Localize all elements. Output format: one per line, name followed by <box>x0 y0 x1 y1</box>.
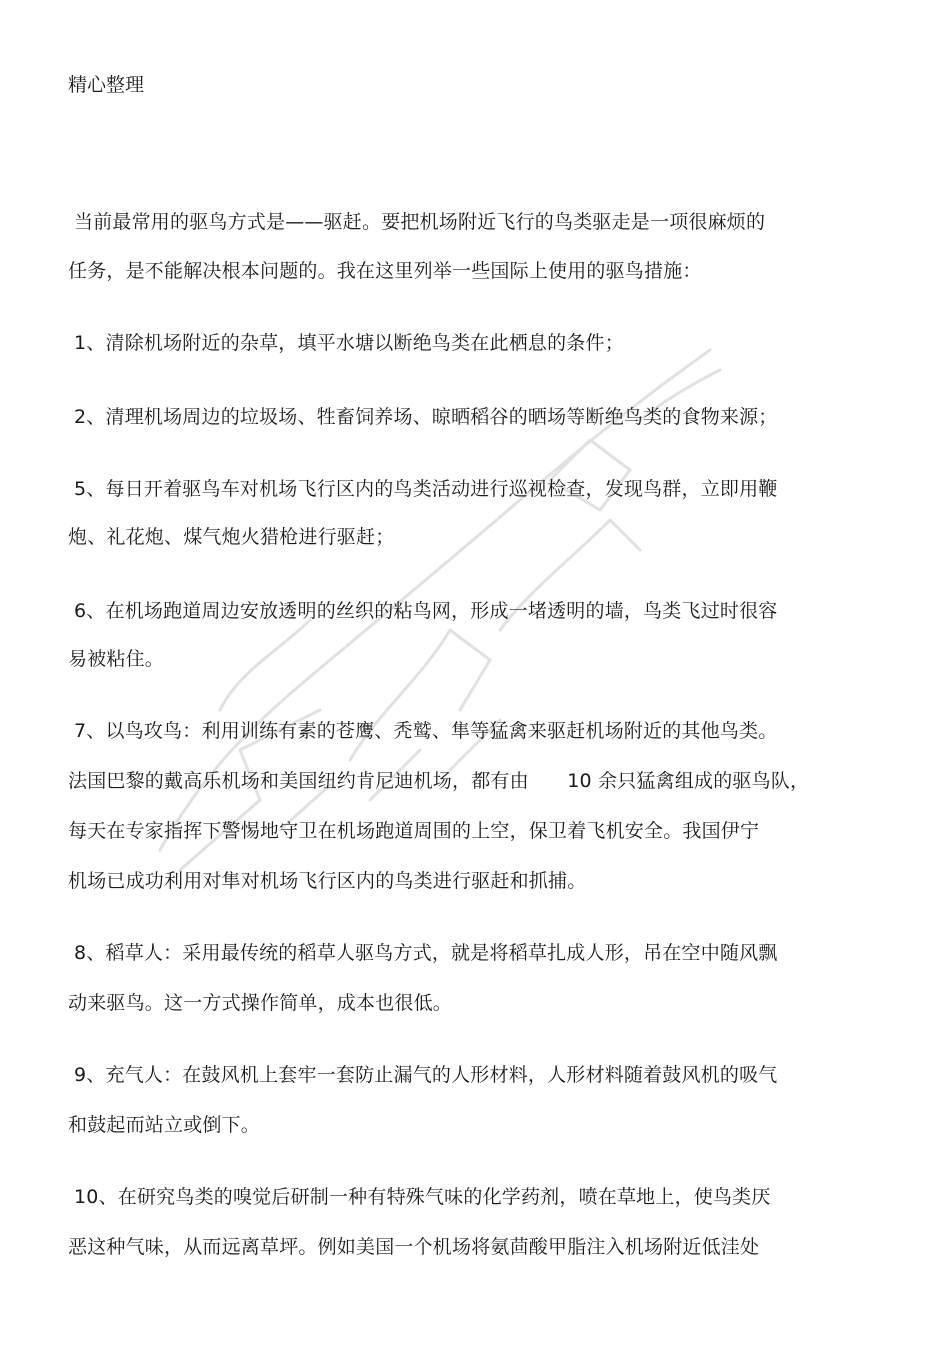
list-item: 2、清理机场周边的垃圾场、牲畜饲养场、晾晒稻谷的晒场等断绝鸟类的食物来源； <box>74 406 778 428</box>
list-item-continuation: 炮、礼花炮、煤气炮火猎枪进行驱赶； <box>68 526 395 548</box>
document-header: 精心整理 <box>68 74 145 96</box>
list-item: 7、以鸟攻鸟：利用训练有素的苍鹰、秃鹫、隼等猛禽来驱赶机场附近的其他鸟类。 <box>74 720 778 742</box>
list-item-continuation: 每天在专家指挥下警惕地守卫在机场跑道周围的上空，保卫着飞机安全。我国伊宁 <box>68 820 760 842</box>
body-line: 当前最常用的驱鸟方式是——驱赶。要把机场附近飞行的鸟类驱走是一项很麻烦的 <box>74 211 766 233</box>
body-line: 任务，是不能解决根本问题的。我在这里列举一些国际上使用的驱鸟措施： <box>68 260 702 282</box>
list-item: 10、在研究鸟类的嗅觉后研制一种有特殊气味的化学药剂，喷在草地上，使鸟类厌 <box>74 1186 771 1208</box>
list-item: 1、清除机场附近的杂草，填平水塘以断绝鸟类在此栖息的条件； <box>74 332 624 354</box>
list-item: 9、充气人：在鼓风机上套牢一套防止漏气的人形材料，人形材料随着鼓风机的吸气 <box>74 1064 778 1086</box>
list-item: 5、每日开着驱鸟车对机场飞行区内的鸟类活动进行巡视检查，发现鸟群，立即用鞭 <box>74 478 778 500</box>
list-item: 6、在机场跑道周边安放透明的丝织的粘鸟网，形成一堵透明的墙，鸟类飞过时很容 <box>74 600 778 622</box>
list-item-continuation: 易被粘住。 <box>68 648 165 670</box>
list-item-continuation: 和鼓起而站立或倒下。 <box>68 1114 261 1136</box>
list-item-continuation: 法国巴黎的戴高乐机场和美国纽约肯尼迪机场，都有由 10 余只猛禽组成的驱鸟队， <box>68 770 810 792</box>
list-item-continuation: 恶这种气味，从而远离草坪。例如美国一个机场将氨茴酸甲脂注入机场附近低洼处 <box>68 1236 760 1258</box>
list-item-continuation: 机场已成功利用对隼对机场飞行区内的鸟类进行驱赶和抓捕。 <box>68 870 587 892</box>
list-item-continuation: 动来驱鸟。这一方式操作简单，成本也很低。 <box>68 992 453 1014</box>
list-item: 8、稻草人：采用最传统的稻草人驱鸟方式，就是将稻草扎成人形，吊在空中随风飘 <box>74 942 778 964</box>
